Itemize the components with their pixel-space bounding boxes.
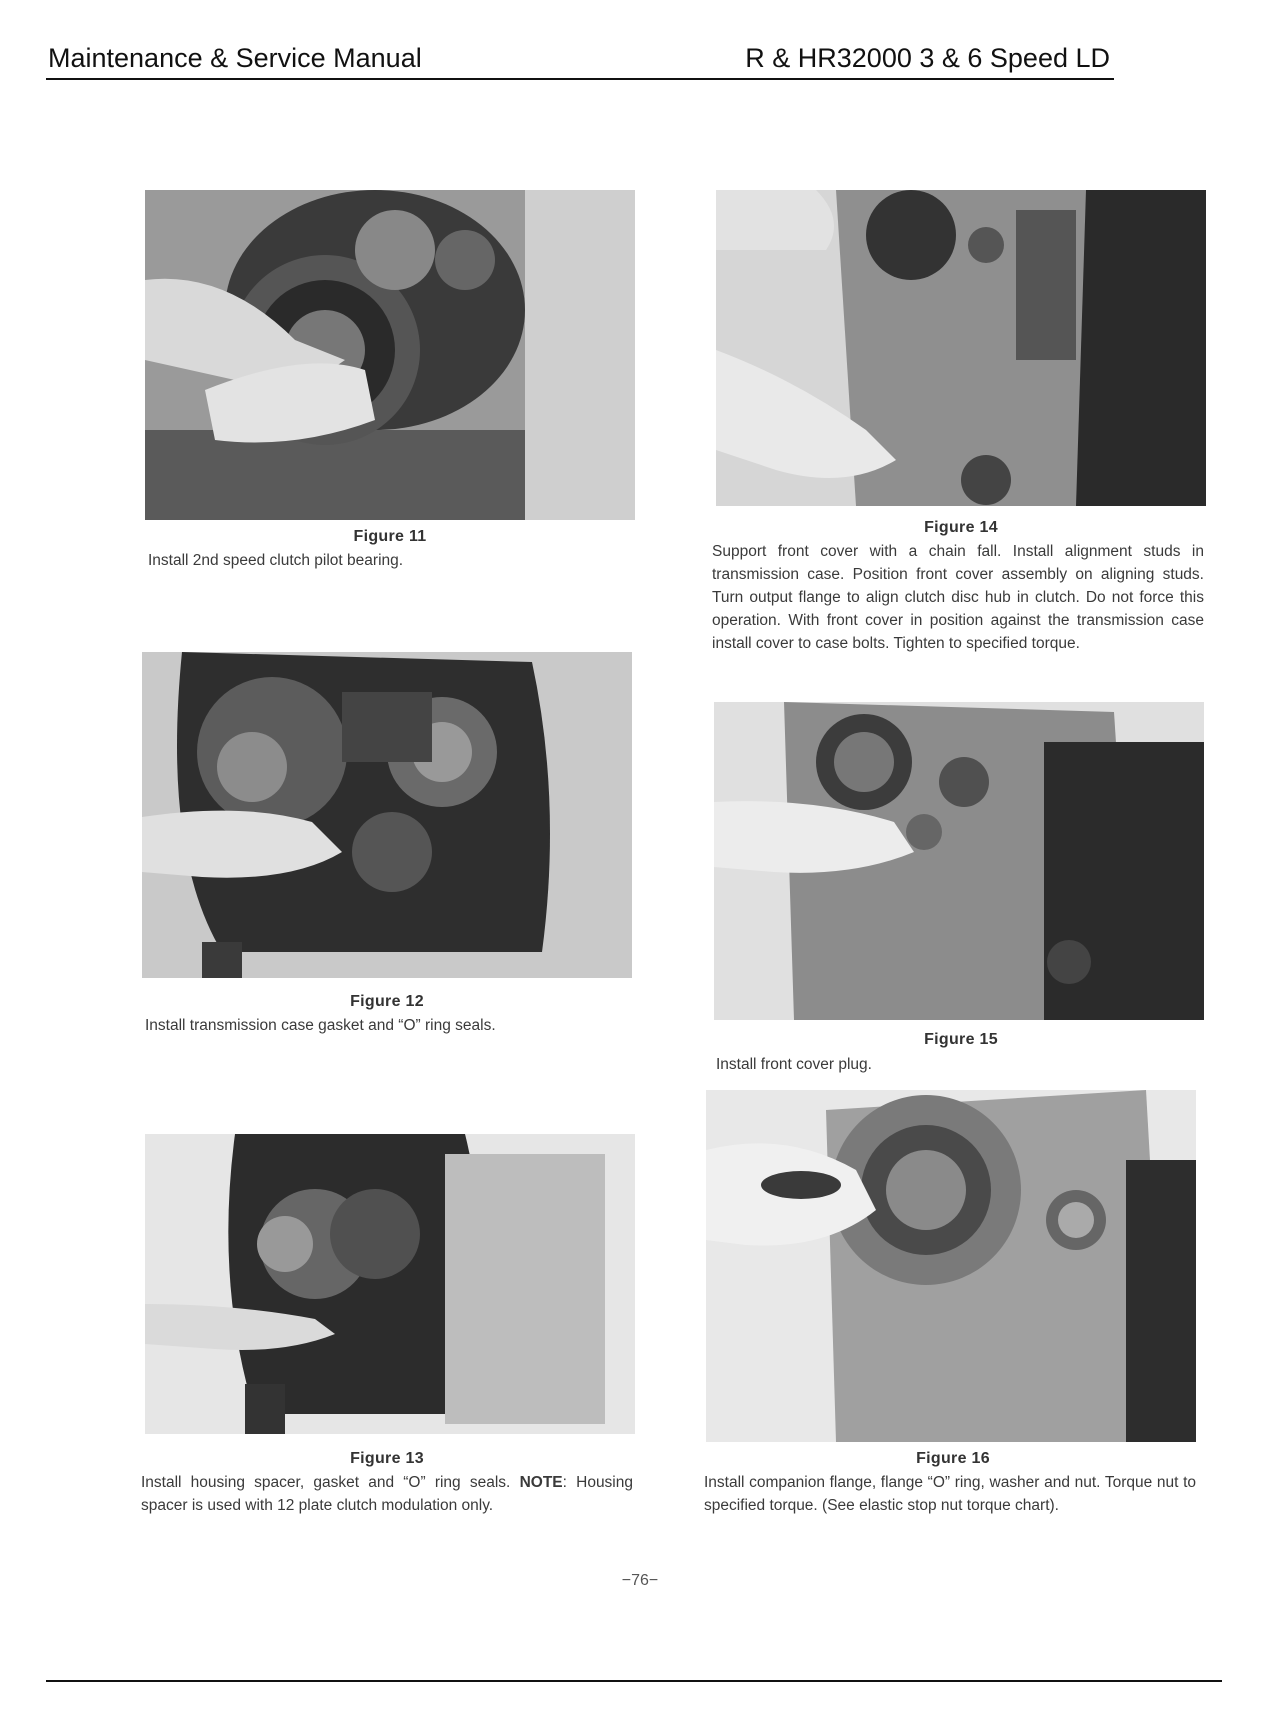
figure-13-label: Figure 13 [350,1450,424,1467]
figure-15-caption: Install front cover plug. [716,1056,872,1073]
figure-13-caption-note-text: : Housing spacer is used with 12 plate clutch modulation only. [141,1474,633,1514]
page-number: −76− [621,1572,659,1589]
figure-11-caption: Install 2nd speed clutch pilot bearing. [148,552,404,569]
footer-rule [46,1680,1222,1682]
figure-16-label: Figure 16 [916,1450,990,1467]
page-header [46,40,1114,80]
figure-11-label: Figure 11 [353,528,427,545]
figure-15-label: Figure 15 [924,1031,998,1048]
figure-13-photo [145,1134,635,1434]
figure-16-photo [706,1090,1196,1442]
figure-14-label: Figure 14 [924,519,998,536]
figure-12-caption: Install transmission case gasket and “O” ring seals. [145,1017,496,1034]
figure-16-caption: Install companion flange, flange “O” ring, washer and nut. Torque nut to specified torque. (See elastic stop nut torque chart). [704,1474,1196,1514]
figure-13-note: NOTE [519,1474,563,1491]
figure-14-caption: Support front cover with a chain fall. Install alignment studs in transmission case. Position front cover assembly on aligning studs. Turn output flange to align clutch disc hub in clutch. Do not force this operation. With front cover in position against the transmission case install cover to case bolts. Tighten to specified torque. [712,543,1204,652]
figure-13-caption [141,1471,633,1517]
figure-13-caption-text: Install housing spacer, gasket and “O” ring seals. [141,1474,520,1491]
figure-11-photo [145,190,635,520]
figure-14-photo [716,190,1206,506]
figure-12-photo [142,652,632,978]
figure-12-label: Figure 12 [350,993,424,1010]
model-title: R & HR32000 3 & 6 Speed LD [745,43,1110,73]
figure-15-photo [714,702,1204,1020]
manual-title: Maintenance & Service Manual [48,43,422,73]
